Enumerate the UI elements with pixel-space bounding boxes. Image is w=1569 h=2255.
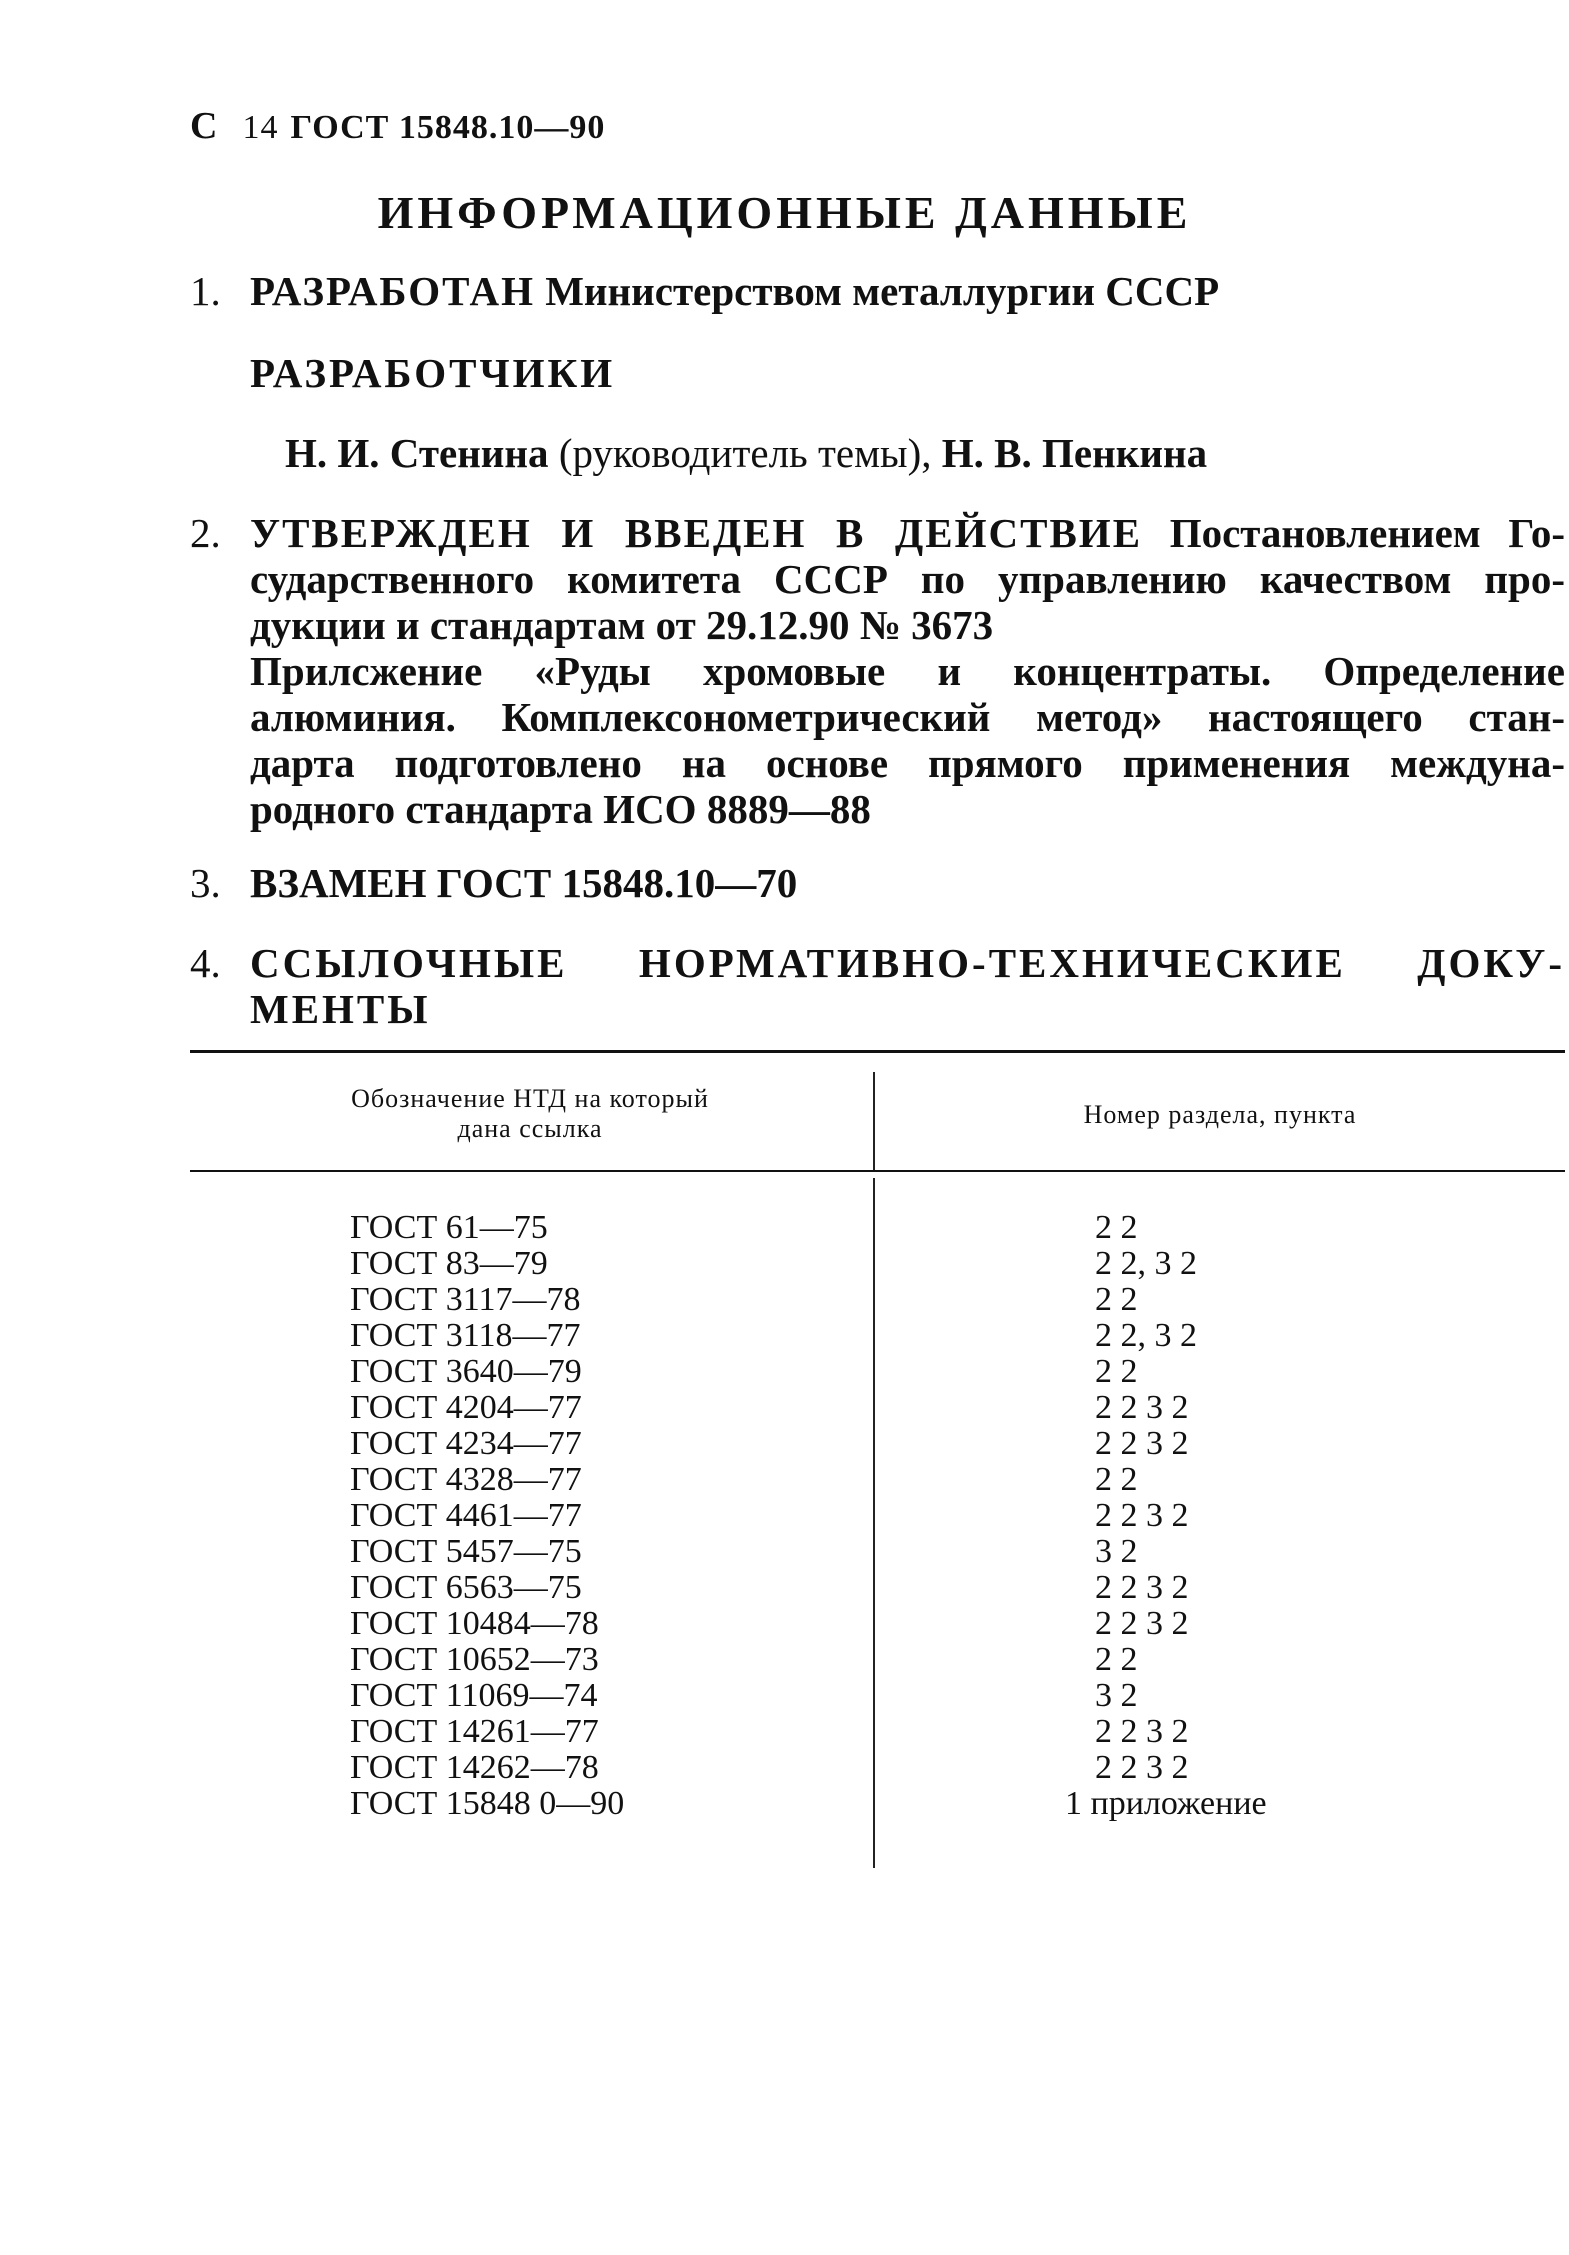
table-header-divider bbox=[873, 1072, 875, 1170]
table-cell-doc: ГОСТ 4328—77 bbox=[350, 1461, 582, 1498]
table-cell-section: 2 2 bbox=[1095, 1209, 1138, 1246]
item-4-word-1: ССЫЛОЧНЫЕ bbox=[250, 940, 568, 986]
table-cell-doc: ГОСТ 14262—78 bbox=[350, 1749, 599, 1786]
table-cell-section: 2 2 bbox=[1095, 1461, 1138, 1498]
item-1-text: Министерством металлургии СССР bbox=[534, 268, 1220, 314]
table-cell-section: 2 2, 3 2 bbox=[1095, 1317, 1197, 1354]
table-cell-section: 2 2 bbox=[1095, 1281, 1138, 1318]
table-cell-section: 3 2 bbox=[1095, 1533, 1138, 1570]
table-cell-doc: ГОСТ 4461—77 bbox=[350, 1497, 582, 1534]
item-2-line2: сударственного комитета СССР по управлению качеством про- bbox=[250, 556, 1565, 602]
item-4-line2: МЕНТЫ bbox=[250, 986, 431, 1032]
table-cell-section: 2 2 3 2 bbox=[1095, 1389, 1189, 1426]
table-cell-doc: ГОСТ 4234—77 bbox=[350, 1425, 582, 1462]
item-4-number: 4. bbox=[190, 940, 221, 986]
item-2-line3: дукции и стандартам от 29.12.90 № 3673 bbox=[250, 602, 994, 648]
item-2-lead: УТВЕРЖДЕН И ВВЕДЕН В ДЕЙСТВИЕ bbox=[250, 510, 1143, 556]
table-cell-section: 1 приложение bbox=[1065, 1785, 1267, 1822]
table-cell-doc: ГОСТ 11069—74 bbox=[350, 1677, 598, 1714]
table-cell-doc: ГОСТ 5457—75 bbox=[350, 1533, 582, 1570]
table-cell-section: 2 2 3 2 bbox=[1095, 1749, 1189, 1786]
item-2-line1: Постановлением Го- bbox=[1142, 510, 1565, 556]
page-header bbox=[190, 104, 605, 148]
table-cell-section: 3 2 bbox=[1095, 1677, 1138, 1714]
table-cell-section: 2 2 3 2 bbox=[1095, 1605, 1189, 1642]
developer-1-role: (руководитель темы), bbox=[548, 430, 942, 476]
table-top-rule bbox=[190, 1050, 1565, 1053]
item-2-line5: алюминия. Комплексонометрический метод» настоящего стан- bbox=[250, 694, 1565, 740]
table-cell-doc: ГОСТ 61—75 bbox=[350, 1209, 548, 1246]
table-cell-doc: ГОСТ 3117—78 bbox=[350, 1281, 581, 1318]
table-cell-section: 2 2 bbox=[1095, 1353, 1138, 1390]
item-2-line4: Прилсжение «Руды хромовые и концентраты. Определение bbox=[250, 648, 1565, 694]
table-header-rule bbox=[190, 1170, 1565, 1172]
table-cell-doc: ГОСТ 3640—79 bbox=[350, 1353, 582, 1390]
developer-1: Н. И. Стенина bbox=[285, 430, 549, 476]
table-cell-doc: ГОСТ 10652—73 bbox=[350, 1641, 599, 1678]
item-4-word-2: НОРМАТИВНО-ТЕХНИЧЕСКИЕ bbox=[638, 940, 1346, 986]
item-1 bbox=[190, 268, 1565, 314]
table-cell-section: 2 2, 3 2 bbox=[1095, 1245, 1197, 1282]
page-number: 14 bbox=[242, 109, 279, 146]
item-2-number: 2. bbox=[190, 510, 221, 556]
document-column bbox=[350, 1210, 624, 1822]
item-3 bbox=[190, 860, 1565, 906]
table-cell-doc: ГОСТ 14261—77 bbox=[350, 1713, 599, 1750]
table-cell-doc: ГОСТ 15848 0—90 bbox=[350, 1785, 625, 1822]
developers-list bbox=[190, 430, 1569, 476]
table-cell-section: 2 2 3 2 bbox=[1095, 1713, 1189, 1750]
table-column-divider bbox=[873, 1178, 875, 1868]
developer-2: Н. В. Пенкина bbox=[941, 430, 1208, 476]
column-header-section: Номер раздела, пункта bbox=[1083, 1100, 1357, 1129]
section-column bbox=[1065, 1209, 1267, 1822]
page-title: ИНФОРМАЦИОННЫЕ ДАННЫЕ bbox=[377, 187, 1192, 238]
column-header-document: Обозначение НТД на который дана ссылка bbox=[351, 1084, 709, 1143]
developers-heading: РАЗРАБОТЧИКИ bbox=[250, 350, 616, 396]
reference-table bbox=[190, 1050, 1565, 1820]
table-cell-section: 2 2 3 2 bbox=[1095, 1569, 1189, 1606]
item-2-line6: дарта подготовлено на основе прямого применения междуна- bbox=[250, 740, 1565, 786]
table-cell-section: 2 2 3 2 bbox=[1095, 1497, 1189, 1534]
c-mark: С bbox=[190, 105, 219, 147]
table-cell-doc: ГОСТ 83—79 bbox=[350, 1245, 548, 1282]
item-4 bbox=[190, 940, 1565, 1032]
table-cell-doc: ГОСТ 10484—78 bbox=[350, 1605, 599, 1642]
item-1-lead: РАЗРАБОТАН bbox=[250, 268, 535, 314]
header-gost: ГОСТ 15848.10—90 bbox=[290, 109, 606, 146]
item-2-line7: родного стандарта ИСО 8889—88 bbox=[250, 786, 871, 832]
table-cell-doc: ГОСТ 3118—77 bbox=[350, 1317, 581, 1354]
table-cell-doc: ГОСТ 4204—77 bbox=[350, 1389, 582, 1426]
table-cell-doc: ГОСТ 6563—75 bbox=[350, 1569, 582, 1606]
item-1-number: 1. bbox=[190, 268, 221, 314]
item-3-number: 3. bbox=[190, 860, 221, 906]
item-3-text: ВЗАМЕН ГОСТ 15848.10—70 bbox=[250, 860, 798, 906]
item-4-word-3: ДОКУ- bbox=[1417, 940, 1565, 986]
item-2 bbox=[190, 510, 1565, 832]
table-cell-section: 2 2 3 2 bbox=[1095, 1425, 1189, 1462]
table-cell-section: 2 2 bbox=[1095, 1641, 1138, 1678]
